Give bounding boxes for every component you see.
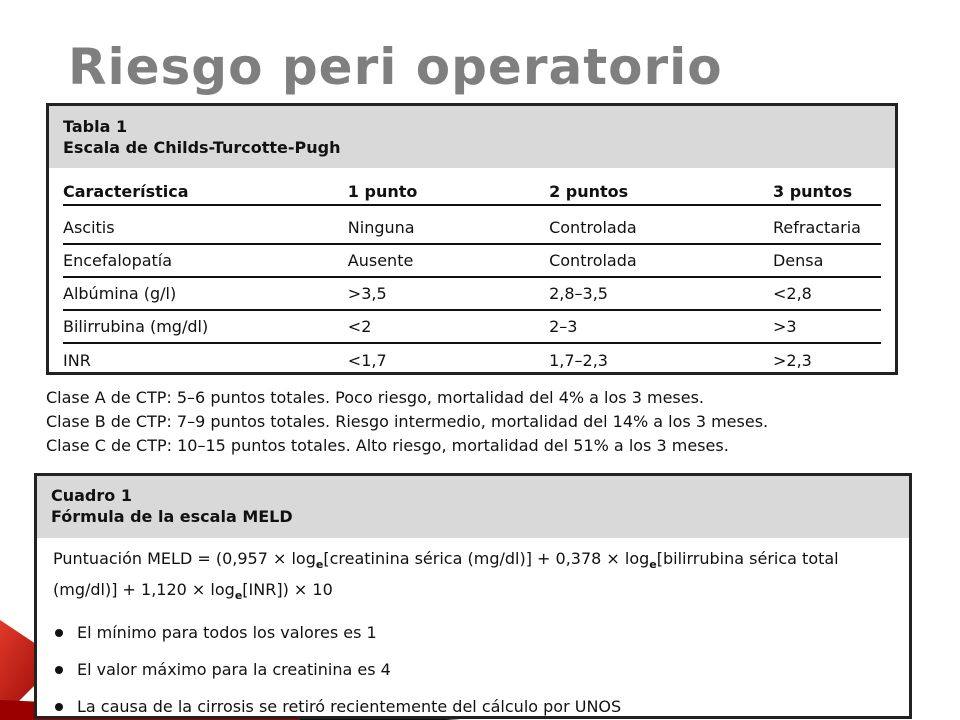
table-cell: <2 [347, 317, 372, 336]
formula-subscript: e [234, 589, 243, 603]
table-cell: >2,3 [772, 351, 812, 370]
table-cell: Ascitis [63, 218, 115, 237]
table-cell: Bilirrubina (mg/dl) [63, 317, 209, 336]
table-subtitle: Escala de Childs-Turcotte-Pugh [63, 138, 341, 157]
bullet-icon [55, 666, 63, 674]
formula-text: [INR]) × 10 [242, 580, 333, 600]
column-header: 3 puntos [772, 181, 853, 201]
table-row [63, 311, 881, 344]
box-subtitle: Fórmula de la escala MELD [51, 507, 293, 526]
bullet-icon [55, 629, 63, 637]
table-cell: 2–3 [549, 317, 578, 336]
table-cell: >3 [772, 317, 797, 336]
meld-formula [37, 538, 877, 608]
column-header: 1 punto [347, 181, 418, 201]
meld-box [34, 473, 912, 719]
table-header [49, 106, 895, 168]
table-label: Tabla 1 [63, 117, 128, 136]
table-cell: Ninguna [347, 218, 415, 237]
ctp-table-box [46, 103, 898, 375]
note-line: Clase B de CTP: 7–9 puntos totales. Riesgo intermedio, mortalidad del 14% a los 3 meses. [46, 412, 769, 431]
bullet-text: El mínimo para todos los valores es 1 [77, 623, 377, 643]
table-cell: Controlada [549, 218, 637, 237]
table-row [63, 344, 881, 377]
note-line: Clase A de CTP: 5–6 puntos totales. Poco riesgo, mortalidad del 4% a los 3 meses. [46, 388, 705, 407]
table-cell: Refractaria [772, 218, 861, 237]
table-cell: Albúmina (g/l) [63, 284, 177, 303]
table-column-headers [63, 178, 881, 206]
column-header: Característica [63, 181, 189, 201]
formula-text: [creatinina sérica (mg/dl)] + 0,378 × log [323, 549, 650, 568]
bullet-item [55, 688, 909, 720]
box-label: Cuadro 1 [51, 486, 132, 505]
meld-bullets [37, 608, 909, 720]
formula-text: [bilirrubina sérica total (mg/dl)] + 1,120 × log [53, 549, 839, 600]
ctp-table [63, 178, 881, 377]
table-cell: Encefalopatía [63, 251, 173, 270]
table-cell: Ausente [347, 251, 414, 270]
box-header [37, 476, 909, 538]
formula-text: Puntuación MELD = (0,957 × log [53, 549, 316, 568]
table-cell: Controlada [549, 251, 637, 270]
bullet-text: La causa de la cirrosis se retiró recientemente del cálculo por UNOS [77, 697, 622, 717]
formula-subscript: e [649, 558, 657, 572]
column-header: 2 puntos [549, 181, 629, 201]
slide-title: Riesgo peri operatorio [68, 38, 723, 96]
bullet-item [55, 651, 909, 688]
table-cell: Densa [772, 251, 824, 270]
table-cell: <1,7 [347, 351, 387, 370]
table-row [63, 278, 881, 311]
bullet-text: El valor máximo para la creatinina es 4 [77, 660, 391, 680]
note-line: Clase C de CTP: 10–15 puntos totales. Alto riesgo, mortalidad del 51% a los 3 meses. [46, 436, 729, 455]
table-cell: 2,8–3,5 [549, 284, 608, 303]
formula-subscript: e [315, 558, 324, 572]
table-cell: >3,5 [347, 284, 387, 303]
ctp-class-notes [46, 386, 926, 458]
bullet-icon [55, 703, 63, 711]
table-cell: 1,7–2,3 [549, 351, 608, 370]
table-row [63, 245, 881, 278]
bullet-item [55, 614, 909, 651]
table-cell: <2,8 [772, 284, 812, 303]
table-row [63, 212, 881, 245]
table-cell: INR [63, 351, 91, 370]
